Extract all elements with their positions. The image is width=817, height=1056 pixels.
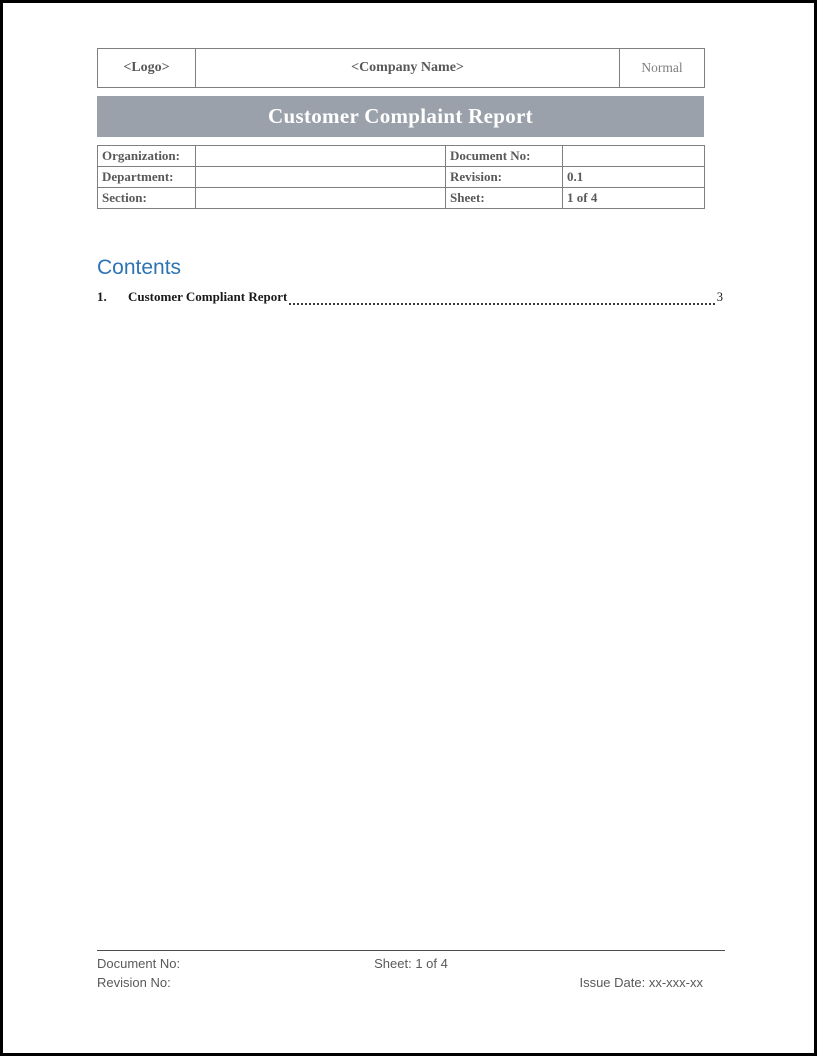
sheet-label: Sheet: [446,188,563,209]
table-row [98,188,705,209]
page-footer [97,950,725,992]
footer-row-2 [97,974,725,993]
toc-entry-number: 1. [97,289,107,304]
toc-leader-dots [289,293,714,305]
revision-label: Revision: [446,167,563,188]
department-value[interactable] [196,167,446,188]
logo-cell: <Logo> [98,49,196,88]
sheet-value: 1 of 4 [563,188,705,209]
toc-entry-page: 3 [716,290,723,304]
organization-label: Organization: [98,146,196,167]
footer-revision-no: Revision No: [97,974,171,990]
section-value[interactable] [196,188,446,209]
footer-sheet: Sheet: 1 of 4 [374,956,448,971]
footer-document-no: Document No: [97,956,181,971]
footer-issue-date: Issue Date: xx-xxx-xx [579,974,703,990]
footer-row-1 [97,955,725,974]
document-info-table [97,145,705,209]
section-label: Section: [98,188,196,209]
revision-value: 0.1 [563,167,705,188]
toc-entry[interactable] [97,289,723,305]
table-row [98,146,705,167]
status-cell: Normal [620,49,705,88]
document-header-table [97,48,705,88]
department-label: Department: [98,167,196,188]
report-title: Customer Complaint Report [268,104,533,128]
document-no-label: Document No: [446,146,563,167]
table-row [98,167,705,188]
document-no-value[interactable] [563,146,705,167]
organization-value[interactable] [196,146,446,167]
contents-heading: Contents [97,256,182,279]
company-name-cell: <Company Name> [196,49,620,88]
toc-entry-label: Customer Compliant Report [128,289,288,304]
report-title-banner [97,96,704,137]
